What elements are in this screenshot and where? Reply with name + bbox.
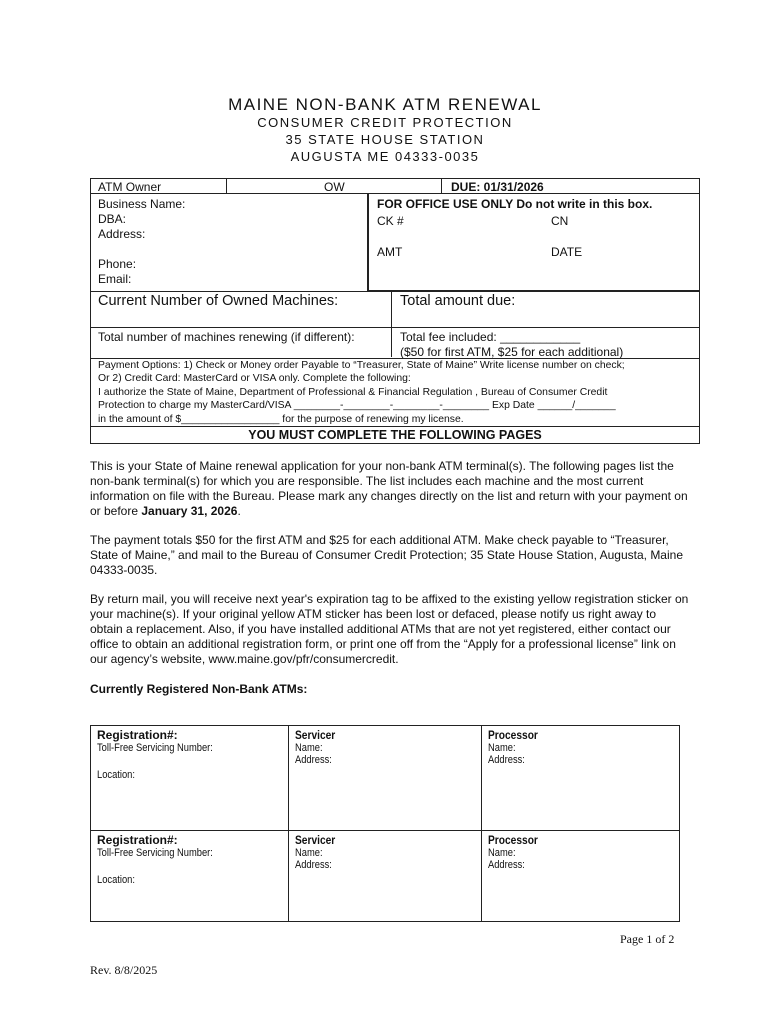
document-title: MAINE NON-BANK ATM RENEWAL: [228, 95, 542, 114]
cn-label: CN: [551, 214, 569, 228]
deadline-date: January 31, 2026: [141, 504, 238, 518]
processor-heading: Processor: [488, 728, 538, 742]
date-label: DATE: [551, 245, 583, 259]
processor-address-label: Address:: [488, 754, 525, 766]
processor-address-label: Address:: [488, 859, 525, 871]
registration-label: Registration#:: [97, 728, 178, 742]
toll-free-label: Toll-Free Servicing Number:: [97, 847, 213, 859]
processor-cell: [488, 728, 547, 766]
atm-owner-code: OW: [324, 180, 345, 194]
payment-paragraph: The payment totals $50 for the first ATM and $25 for each additional ATM. Make check payable to “Treasurer, State of Maine,” and mail to the Bureau of Consumer Credit Protection; 35 State House Station, Augusta, Maine 04333-0035.: [90, 533, 683, 577]
machines-renewing-label: Total number of machines renewing (if different):: [98, 330, 355, 344]
intro-paragraph: This is your State of Maine renewal application for your non-bank ATM terminal(s). The following pages list the non-bank terminal(s) for which you are responsible. The list includes each machine and the most current information on file with the Bureau. Please mark any changes directly on the list and return with your payment on or before January 31, 2026.: [90, 459, 688, 518]
atm-owner-label: ATM Owner: [98, 180, 162, 194]
servicer-name-label: Name:: [295, 847, 323, 859]
registration-label: Registration#:: [97, 833, 178, 847]
registered-atms-heading: Currently Registered Non-Bank ATMs:: [90, 682, 308, 696]
processor-name-label: Name:: [488, 847, 516, 859]
amt-label: AMT: [377, 245, 403, 259]
owned-machines-label: Current Number of Owned Machines:: [98, 293, 339, 309]
return-mail-paragraph: By return mail, you will receive next year's expiration tag to be affixed to the existing yellow registration sticker on your machine(s). If your original yellow ATM sticker has been lost or defaced, please notify us right away to obtain a replacement. Also, if you have installed additional ATMs that are not yet registered, either contact our office to obtain an additional registration form, or print one off from the “Apply for a professional license” link on our agency’s website, www.maine.gov/pfr/consumercredit.: [90, 592, 689, 666]
must-complete-notice: YOU MUST COMPLETE THE FOLLOWING PAGES: [248, 428, 542, 442]
agency-street: 35 STATE HOUSE STATION: [285, 132, 485, 147]
servicer-name-label: Name:: [295, 742, 323, 754]
processor-heading: Processor: [488, 833, 538, 847]
location-label: Location:: [97, 874, 135, 886]
phone-field[interactable]: Phone:: [98, 257, 137, 271]
fee-note: ($50 for first ATM, $25 for each additional): [400, 345, 624, 359]
servicer-heading: Servicer: [295, 833, 336, 847]
office-use-heading: FOR OFFICE USE ONLY Do not write in this box.: [377, 197, 653, 211]
servicer-cell: [295, 833, 342, 871]
servicer-address-label: Address:: [295, 754, 332, 766]
processor-name-label: Name:: [488, 742, 516, 754]
dba-field[interactable]: DBA:: [98, 212, 127, 226]
location-label: Location:: [97, 769, 135, 781]
servicer-cell: [295, 728, 342, 766]
agency-name: CONSUMER CREDIT PROTECTION: [257, 115, 513, 130]
renewal-form: [90, 178, 700, 444]
table-row: [97, 833, 233, 886]
toll-free-label: Toll-Free Servicing Number:: [97, 742, 213, 754]
table-row: [97, 728, 233, 781]
payment-options: [98, 359, 698, 426]
address-field[interactable]: Address:: [98, 227, 146, 241]
due-date: DUE: 01/31/2026: [451, 180, 544, 194]
processor-cell: [488, 833, 547, 871]
payment-line: Or 2) Credit Card: MasterCard or VISA only. Complete the following:: [98, 373, 411, 385]
business-name-field[interactable]: Business Name:: [98, 197, 186, 211]
card-number-line[interactable]: Protection to charge my MasterCard/VISA ________-________-________-________ Exp Date ______/_______: [98, 400, 616, 412]
total-amount-due-label: Total amount due:: [400, 293, 516, 309]
servicer-heading: Servicer: [295, 728, 336, 742]
email-field[interactable]: Email:: [98, 272, 132, 286]
ck-label: CK #: [377, 214, 404, 228]
page-number: Page 1 of 2: [620, 932, 675, 946]
servicer-address-label: Address:: [295, 859, 332, 871]
payment-line: Payment Options: 1) Check or Money order Payable to “Treasurer, State of Maine” Write license number on check;: [98, 360, 625, 371]
agency-city: AUGUSTA ME 04333-0035: [290, 149, 480, 164]
amount-line[interactable]: in the amount of $_________________ for the purpose of renewing my license.: [98, 413, 464, 425]
total-fee-field[interactable]: Total fee included: ____________: [400, 330, 581, 344]
payment-line: I authorize the State of Maine, Department of Professional & Financial Regulation , Bureau of Consumer Credit: [98, 386, 608, 398]
registered-atm-table: [90, 725, 680, 922]
revision-date: Rev. 8/8/2025: [90, 963, 158, 977]
